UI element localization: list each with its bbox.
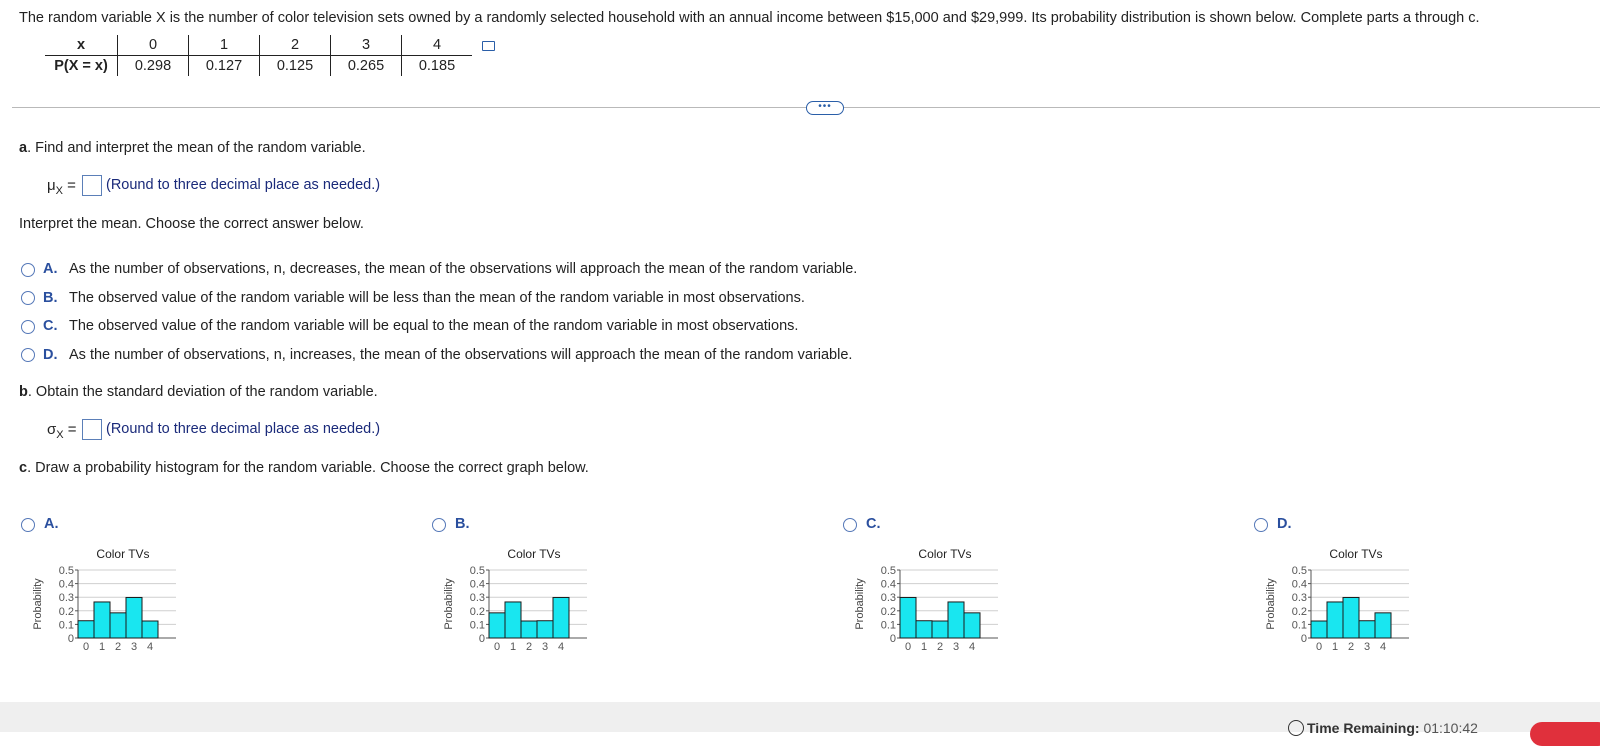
y-tick-label: 0.2 xyxy=(1291,605,1307,618)
graph-option-d-radio[interactable] xyxy=(1254,518,1268,532)
probability-distribution-table xyxy=(45,35,472,76)
histogram-bar xyxy=(78,621,94,638)
x-value: 1 xyxy=(189,35,260,56)
graph-option-a-radio[interactable] xyxy=(21,518,35,532)
graph-option-d-letter[interactable]: D. xyxy=(1277,516,1292,532)
x-tick-label: 1 xyxy=(1331,641,1339,653)
timer-label: Time Remaining: xyxy=(1307,720,1420,736)
x-tick-label: 3 xyxy=(130,641,138,653)
histogram-bar xyxy=(142,621,158,638)
part-a-question xyxy=(19,140,366,156)
y-tick-label: 0 xyxy=(67,633,74,645)
histogram-option-d[interactable] xyxy=(1261,545,1411,655)
p-value: 0.185 xyxy=(418,58,456,74)
mu-equals: = xyxy=(63,177,76,194)
sigma-symbol: σ xyxy=(47,421,57,438)
y-tick-label: 0.2 xyxy=(58,605,74,618)
part-b-text: . Obtain the standard deviation of the random variable. xyxy=(27,384,378,400)
x-tick-label: 4 xyxy=(968,641,976,653)
p-value: 0.298 xyxy=(118,56,189,77)
y-tick-label: 0.3 xyxy=(880,592,896,605)
x-tick-label: 2 xyxy=(114,641,122,653)
p-value: 0.125 xyxy=(260,56,331,77)
y-axis-label: Probability xyxy=(443,578,455,630)
option-a-radio[interactable] xyxy=(21,263,35,277)
chart-title: Color TVs xyxy=(507,547,561,561)
y-tick-label: 0.3 xyxy=(469,592,485,605)
y-tick-label: 0.5 xyxy=(1291,565,1307,577)
part-b-letter: b xyxy=(19,384,28,400)
mu-symbol: μ xyxy=(47,177,56,194)
y-tick-label: 0 xyxy=(889,633,896,645)
p-value: 0.127 xyxy=(189,56,260,77)
sd-answer-input[interactable] xyxy=(82,419,102,440)
p-header: P(X = x) xyxy=(45,56,118,77)
y-tick-label: 0.4 xyxy=(1291,578,1307,591)
y-tick-label: 0.1 xyxy=(469,619,485,632)
y-axis-label: Probability xyxy=(854,578,866,630)
x-tick-label: 3 xyxy=(541,641,549,653)
y-tick-label: 0.1 xyxy=(880,619,896,632)
sigma-equals: = xyxy=(63,421,77,438)
problem-statement: The random variable X is the number of color television sets owned by a randomly selected household with an annual income between $15,000 and $29,999. Its probability distribution is shown below. Complete parts a through c. xyxy=(19,10,1480,26)
y-tick-label: 0.3 xyxy=(1291,592,1307,605)
mean-symbol xyxy=(47,177,76,197)
timer-value: 01:10:42 xyxy=(1423,720,1478,736)
y-tick-label: 0.3 xyxy=(58,592,74,605)
graph-option-b-letter[interactable]: B. xyxy=(455,516,470,532)
time-remaining xyxy=(1307,720,1478,736)
histogram-bar xyxy=(1327,602,1343,638)
y-tick-label: 0.5 xyxy=(58,565,74,577)
histogram-option-a[interactable] xyxy=(28,545,178,655)
x-tick-label: 1 xyxy=(920,641,928,653)
x-tick-label: 3 xyxy=(1363,641,1371,653)
y-tick-label: 0.5 xyxy=(469,565,485,577)
option-d-letter[interactable]: D. xyxy=(43,347,58,363)
y-tick-label: 0.5 xyxy=(880,565,896,577)
option-d-radio[interactable] xyxy=(21,348,35,362)
y-axis-label: Probability xyxy=(1265,578,1277,630)
p-value: 0.265 xyxy=(331,56,402,77)
y-axis-label: Probability xyxy=(32,578,44,630)
x-value: 4 xyxy=(402,35,473,56)
x-tick-label: 4 xyxy=(557,641,565,653)
y-tick-label: 0.1 xyxy=(1291,619,1307,632)
chart-title: Color TVs xyxy=(918,547,972,561)
x-header: x xyxy=(45,35,118,56)
y-tick-label: 0 xyxy=(1300,633,1307,645)
graph-option-c-letter[interactable]: C. xyxy=(866,516,881,532)
part-a-letter: a xyxy=(19,140,28,156)
x-tick-label: 2 xyxy=(936,641,944,653)
part-a-text: . Find and interpret the mean of the random variable. xyxy=(27,140,366,156)
y-tick-label: 0.4 xyxy=(58,578,74,591)
x-tick-label: 4 xyxy=(146,641,154,653)
y-tick-label: 0.1 xyxy=(58,619,74,632)
y-tick-label: 0.2 xyxy=(880,605,896,618)
histogram-bar xyxy=(489,613,505,638)
y-tick-label: 0.4 xyxy=(880,578,896,591)
graph-option-b-radio[interactable] xyxy=(432,518,446,532)
part-b-question xyxy=(19,384,378,400)
mu-subscript: X xyxy=(55,185,63,197)
part-c-question xyxy=(19,460,589,476)
x-tick-label: 0 xyxy=(82,641,90,653)
histogram-bar xyxy=(1311,621,1327,638)
histogram-bar xyxy=(1343,597,1359,638)
option-c-radio[interactable] xyxy=(21,320,35,334)
histogram-bar xyxy=(900,597,916,638)
histogram-bar xyxy=(505,602,521,638)
interpret-prompt: Interpret the mean. Choose the correct answer below. xyxy=(19,216,364,232)
histogram-bar xyxy=(537,621,553,638)
clock-icon xyxy=(1288,720,1304,736)
x-tick-label: 4 xyxy=(1379,641,1387,653)
option-b-radio[interactable] xyxy=(21,291,35,305)
option-b-text[interactable]: The observed value of the random variable will be less than the mean of the random variable in most observations. xyxy=(69,290,805,306)
histogram-bar xyxy=(1359,621,1375,638)
part-c-text: . Draw a probability histogram for the random variable. Choose the correct graph below. xyxy=(27,460,589,476)
option-c-letter[interactable]: C. xyxy=(43,318,58,334)
sigma-subscript: X xyxy=(56,429,64,441)
sd-round-hint: (Round to three decimal place as needed.) xyxy=(106,421,381,437)
x-tick-label: 2 xyxy=(1347,641,1355,653)
y-tick-label: 0 xyxy=(478,633,485,645)
chart-title: Color TVs xyxy=(1329,547,1383,561)
y-tick-label: 0.4 xyxy=(469,578,485,591)
histogram-bar xyxy=(964,613,980,638)
part-c-letter: c xyxy=(19,460,28,476)
submit-button[interactable] xyxy=(1530,722,1600,746)
option-a-text[interactable]: As the number of observations, n, decreases, the mean of the observations will approach the mean of the random variable. xyxy=(69,261,858,277)
x-value: 0 xyxy=(118,35,189,56)
copy-table-icon[interactable] xyxy=(482,41,495,51)
x-tick-label: 0 xyxy=(904,641,912,653)
histogram-bar xyxy=(948,602,964,638)
graph-option-c-radio[interactable] xyxy=(843,518,857,532)
histogram-bar xyxy=(521,621,537,638)
x-tick-label: 1 xyxy=(98,641,106,653)
mean-round-hint: (Round to three decimal place as needed.) xyxy=(106,177,381,193)
histogram-option-c[interactable] xyxy=(850,545,1000,655)
histogram-bar xyxy=(110,613,126,638)
histogram-bar xyxy=(94,602,110,638)
more-button[interactable]: ••• xyxy=(806,101,844,115)
histogram-option-b[interactable] xyxy=(439,545,589,655)
option-d-text[interactable]: As the number of observations, n, increases, the mean of the observations will approach the mean of the random variable. xyxy=(69,347,853,363)
histogram-bar xyxy=(916,621,932,638)
x-value: 2 xyxy=(260,35,331,56)
option-b-letter[interactable]: B. xyxy=(43,290,58,306)
x-tick-label: 1 xyxy=(509,641,517,653)
x-tick-label: 3 xyxy=(952,641,960,653)
histogram-bar xyxy=(126,597,142,638)
option-c-text[interactable]: The observed value of the random variable will be equal to the mean of the random variable in most observations. xyxy=(69,318,799,334)
sd-symbol xyxy=(47,421,77,441)
option-a-letter[interactable]: A. xyxy=(43,261,58,277)
x-tick-label: 0 xyxy=(493,641,501,653)
histogram-bar xyxy=(1375,613,1391,638)
mean-answer-input[interactable] xyxy=(82,175,102,196)
graph-option-a-letter[interactable]: A. xyxy=(44,516,59,532)
x-value: 3 xyxy=(331,35,402,56)
chart-title: Color TVs xyxy=(96,547,150,561)
y-tick-label: 0.2 xyxy=(469,605,485,618)
histogram-bar xyxy=(932,621,948,638)
x-tick-label: 0 xyxy=(1315,641,1323,653)
x-tick-label: 2 xyxy=(525,641,533,653)
histogram-bar xyxy=(553,597,569,638)
